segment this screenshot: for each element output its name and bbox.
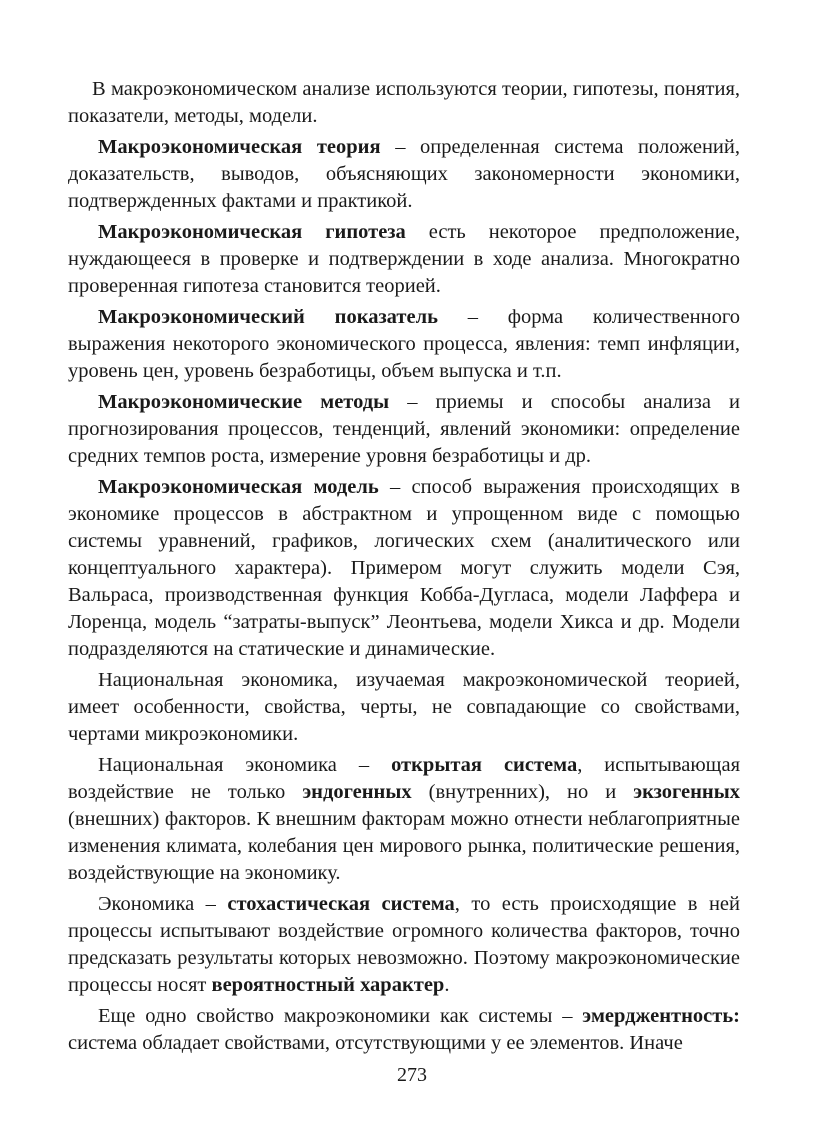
text-run: есть некоторое предположение, нуждающееся в проверке и подтверждении в ходе анализа. Многократно проверенная гипотеза становится теорией. [68,221,740,297]
text-run: Национальная экономика – [98,754,392,776]
text-run: – форма количественного выражения некоторого экономического процесса, явления: темп инфляции, уровень цен, уровень безработицы, объем выпуска и т.п. [68,306,740,382]
paragraph [68,304,740,385]
bold-term: Макроэкономическая модель [98,476,379,498]
document-body [68,76,740,1061]
paragraph [68,667,740,748]
paragraph [68,389,740,470]
text-run: В макроэкономическом анализе используются теории, гипотезы, понятия, показатели, методы, модели. [68,78,740,127]
bold-term: Макроэкономическая теория [98,136,381,158]
text-run: – приемы и способы анализа и прогнозирования процессов, тенденций, явлений экономики: определение средних темпов роста, измерение уровня безработицы и др. [68,391,740,467]
paragraph [68,134,740,215]
text-run: Национальная экономика, изучаемая макроэкономической теорией, имеет особенности, свойства, черты, не совпадающие со свойствами, чертами микроэкономики. [68,669,740,745]
paragraph [68,752,740,887]
text-run: , испытывающая воздействие не только [68,754,740,803]
bold-term: эндогенных [302,781,412,803]
bold-term: эмерджентность: [582,1005,740,1027]
paragraph [68,219,740,300]
paragraph [68,474,740,663]
text-run: . [444,974,450,996]
text-run: , то есть происходящие в ней процессы испытывают воздействие огромного количества факторов, точно предсказать результаты которых невозможно. Поэтому макроэкономические процессы носят [68,893,740,996]
text-run: Экономика – [98,893,228,915]
text-run: – способ выражения происходящих в экономике процессов в абстрактном и упрощенном виде с помощью системы уравнений, графиков, логических схем (аналитического или концептуального характера). Примером могут служить модели Сэя, Вальраса, производственная функция Кобба-Дугласа, модели Лаффера и Лоренца, модель “затраты-выпуск” Леонтьева, модели Хикса и др. Модели подразделяются на статические и динамические. [68,476,740,660]
text-run: (внешних) факторов. К внешним факторам можно отнести неблагоприятные изменения климата, колебания цен мирового рынка, политические решения, воздействующие на экономику. [68,808,740,884]
bold-term: Макроэкономический показатель [98,306,438,328]
bold-term: открытая система [391,754,578,776]
text-run: (внутренних), но и [411,781,634,803]
bold-term: стохастическая система [227,893,455,915]
bold-term: Макроэкономическая гипотеза [98,221,406,243]
paragraph [68,1003,740,1057]
bold-term: экзогенных [633,781,741,803]
paragraph [68,76,740,130]
bold-term: вероятностный характер [211,974,445,996]
text-run: система обладает свойствами, отсутствующими у ее элементов. Иначе [68,1032,683,1054]
text-run: – определенная система положений, доказательств, выводов, объясняющих закономерности экономики, подтвержденных фактами и практикой. [68,136,741,212]
bold-term: Макроэкономические методы [98,391,390,413]
text-run: Еще одно свойство макроэкономики как системы – [98,1005,583,1027]
paragraph [68,891,740,999]
page-number: 273 [397,1064,427,1086]
